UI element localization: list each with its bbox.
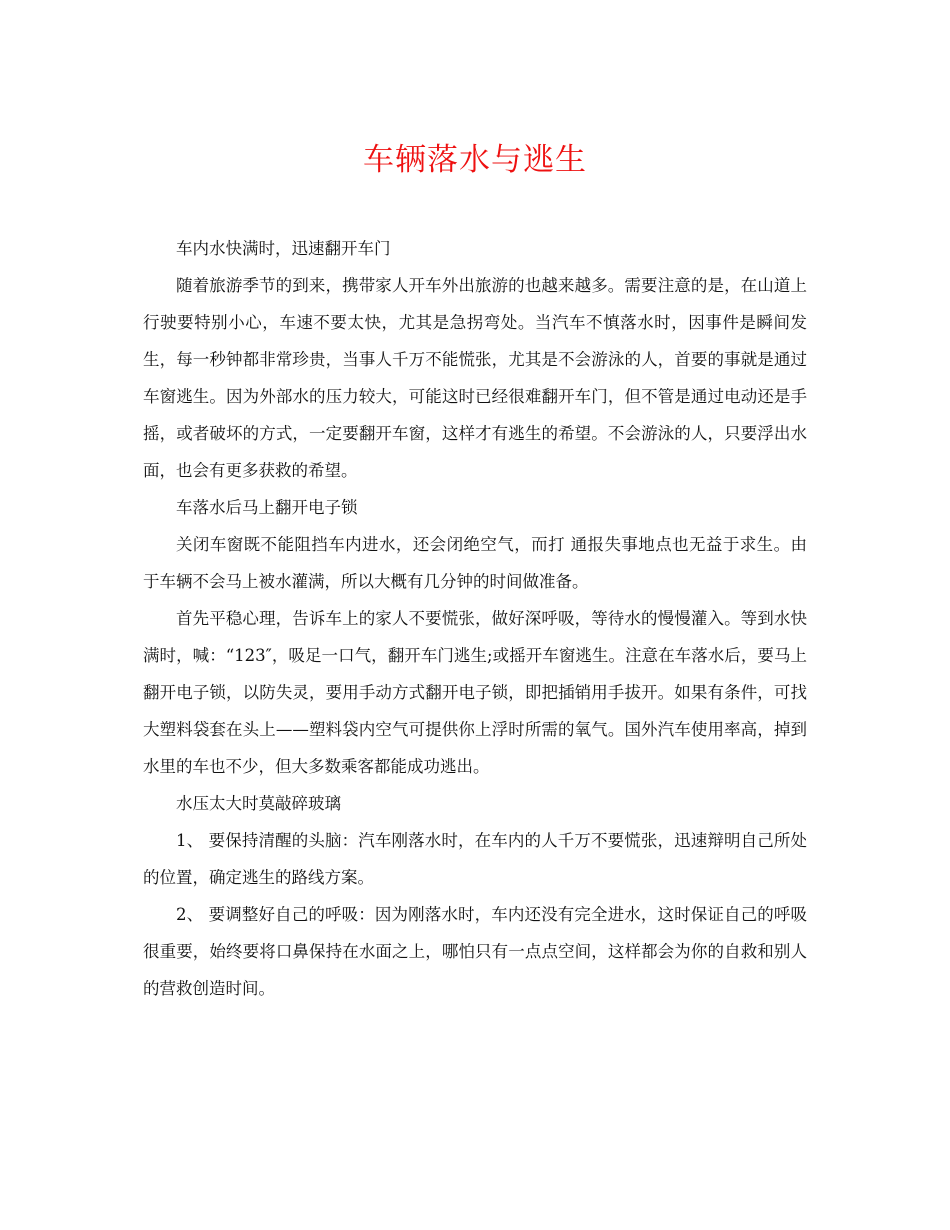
document-body xyxy=(143,230,807,1007)
section-heading-pressure: 水压太大时莫敲碎玻璃 xyxy=(176,794,341,813)
document-title: 车辆落水与逃生 xyxy=(363,142,587,178)
paragraph-window-escape: 随着旅游季节的到来，携带家人开车外出旅游的也越来越多。需要注意的是，在山道上行驶要特别小心，车速不要太快，尤其是急拐弯处。当汽车不慎落水时，因事件是瞬间发生，每一秒钟都非常珍贵，当事人千万不能慌张，尤其是不会游泳的人，首要的事就是通过车窗逃生。因为外部水的压力较大，可能这时已经很难翻开车门，但不管是通过电动还是手摇，或者破坏的方式，一定要翻开车窗，这样才有逃生的希望。不会游泳的人，只要浮出水面，也会有更多获救的希望。 xyxy=(143,276,807,480)
paragraph-calm-steps: 首先平稳心理，告诉车上的家人不要慌张，做好深呼吸，等待水的慢慢灌入。等到水快满时，喊：“123″，吸足一口气，翻开车门逃生;或摇开车窗逃生。注意在车落水后，要马上翻开电子锁，以防失灵，要用手动方式翻开电子锁，即把插销用手拔开。如果有条件，可找大塑料袋套在头上——塑料袋内空气可提供你上浮时所需的氧气。国外汽车使用率高，掉到水里的车也不少，但大多数乘客都能成功逃出。 xyxy=(143,609,807,776)
section-heading-lock: 车落水后马上翻开电子锁 xyxy=(176,498,358,517)
section-heading-door: 车内水快满时，迅速翻开车门 xyxy=(176,239,391,258)
paragraph-prepare: 关闭车窗既不能阻挡车内进水，还会闭绝空气，而打 通报失事地点也无益于求生。由于车辆不会马上被水灌满，所以大概有几分钟的时间做准备。 xyxy=(143,535,807,591)
list-item-breathing: 2、 要调整好自己的呼吸：因为刚落水时，车内还没有完全进水，这时保证自己的呼吸很重要，始终要将口鼻保持在水面之上，哪怕只有一点点空间，这样都会为你的自救和别人的营救创造时间。 xyxy=(143,905,807,998)
list-item-clear-head: 1、 要保持清醒的头脑：汽车刚落水时，在车内的人千万不要慌张，迅速辩明自己所处的位置，确定逃生的路线方案。 xyxy=(143,831,807,887)
